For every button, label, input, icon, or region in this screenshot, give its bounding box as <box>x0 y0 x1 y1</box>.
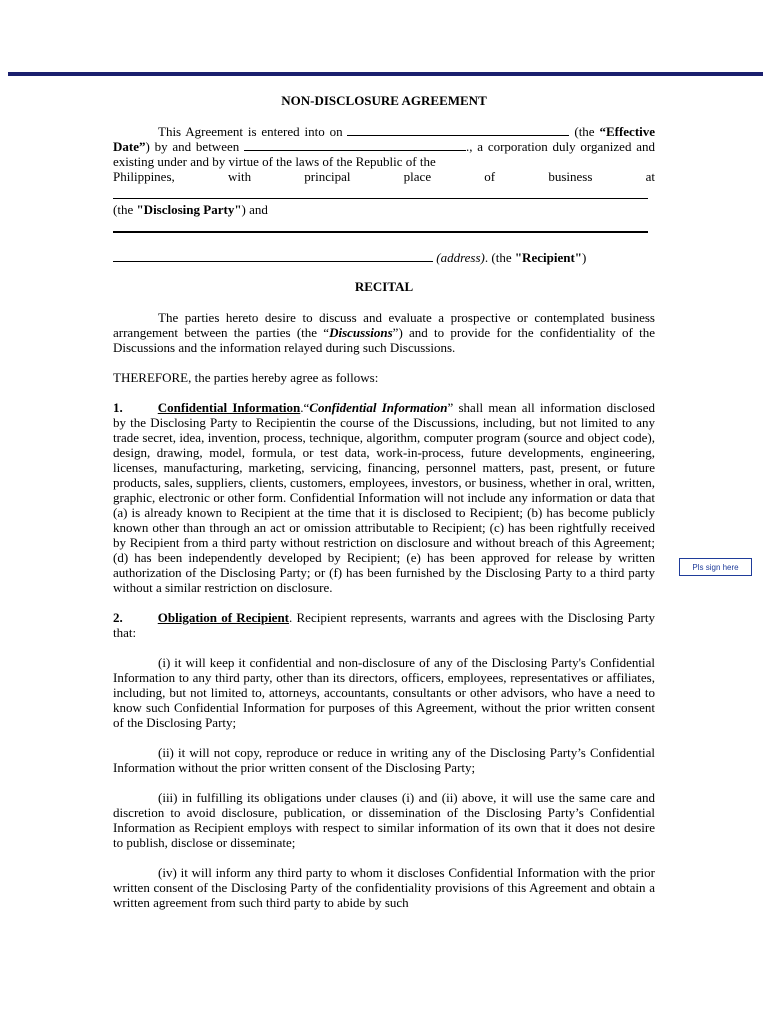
section-number: 1. <box>113 400 123 415</box>
clause-i: (i) it will keep it confidential and non-disclosure of any of the Disclosing Party's Confidential Information to any third party, other than its directors, officers, employees, representatives or affiliates, including, but not limited to, attorneys, accountants, consultants or other advisors, who have a need to know such Confidential Information for purposes of this Agreement, without the prior written consent of the Disclosing Party; <box>113 655 655 730</box>
sign-here-button[interactable]: Pls sign here <box>679 558 752 576</box>
text: ) and <box>241 202 268 217</box>
recipient-address-blank[interactable] <box>113 250 433 262</box>
word: place <box>403 169 432 184</box>
effective-date-term: “Effective Date” <box>113 124 656 154</box>
word: principal <box>304 169 351 184</box>
intro-text: duly organized and existing under and by virtue of the laws of the Republic of the <box>113 139 655 169</box>
company-name-blank[interactable] <box>244 139 466 151</box>
recital-paragraph <box>113 310 655 355</box>
defined-term: Confidential Information <box>309 400 448 415</box>
section-body: ” shall mean all information disclosed by the Disclosing Party to Recipientin the course of the Discussions, including, but not limited to any trade secret, idea, invention, process, technique, algorithm, computer program (source and object code), design, drawing, model, formula, or test data, work-in-process, future developments, engineering, licenses, manufacturing, marketing, servicing, financing, personnel matters, past, present, or future products, sales, suppliers, clients, customers, employees, investors, or business, whether in oral, written, graphic, electronic or other form. Confidential Information will not include any information or data that (a) is already known to Recipient at the time that it is disclosed to Recipient; (b) has become publicly known other than through an act or omission attributable to Recipient; (c) has been rightfully received by Recipient from a third party without restriction on disclosure and without breach of this Agreement; (d) has been independently developed by Recipient; (e) has been approved for release by written authorization of the Disclosing Party; or (f) has been furnished by the Disclosing Party to a third party without a similar restriction on disclosure. <box>113 400 656 595</box>
word: of <box>484 169 496 184</box>
agreement-document <box>113 93 655 910</box>
therefore-paragraph: THEREFORE, the parties hereby agree as follows: <box>113 370 379 385</box>
disclosing-party-line <box>113 202 655 217</box>
word: Philippines, <box>113 169 175 184</box>
text: .“ <box>300 400 310 415</box>
recital-text: The parties hereto desire to discuss and evaluate a prospective or contemplated business arrangement between the parties (the “ <box>113 310 655 340</box>
word: business <box>548 169 593 184</box>
place-of-business-line <box>113 169 655 184</box>
clause-iv: (iv) it will inform any third party to whom it discloses Confidential Information with the prior written consent of the Disclosing Party of the confidentiality provisions of this Agreement and obtain a written agreement from such third party to abide by such <box>113 865 655 910</box>
intro-text: This Agreement is entered into on <box>158 124 343 139</box>
intro-paragraph <box>113 124 655 169</box>
clause-iii: (iii) in fulfilling its obligations under clauses (i) and (ii) above, it will use the same care and discretion to avoid disclosure, publication, or dissemination of the Disclosing Party’s Confidential Information as Recipient employs with respect to similar information of its own that it does not desire to publish, disclose or disseminate; <box>113 790 655 850</box>
clause-ii: (ii) it will not copy, reproduce or reduce in writing any of the Disclosing Party’s Confidential Information without the prior written consent of the Disclosing Party; <box>113 745 655 775</box>
discussions-term: Discussions <box>329 325 393 340</box>
address-label: (address) <box>436 250 485 265</box>
section-heading: Obligation of Recipient <box>157 610 290 625</box>
recital-heading: RECITAL <box>354 279 414 294</box>
recipient-line <box>113 250 655 265</box>
text: ) <box>582 250 587 265</box>
top-rule <box>8 72 763 76</box>
effective-date-blank[interactable] <box>347 124 569 136</box>
disclosing-party-term: "Disclosing Party" <box>136 202 242 217</box>
recital-text: ”) and to provide for the confidentiality of the Discussions and the information relayed during such Discussions. <box>113 325 655 355</box>
section-1 <box>113 400 655 595</box>
address-blank-line[interactable] <box>113 186 648 199</box>
intro-text: ., a corporation <box>466 139 548 154</box>
text: (the <box>113 202 137 217</box>
word: at <box>645 169 655 184</box>
intro-text: (the <box>574 124 595 139</box>
section-number: 2. <box>113 610 123 625</box>
section-body: . Recipient represents, warrants and agrees with the Disclosing Party that: <box>113 610 655 640</box>
document-title: NON-DISCLOSURE AGREEMENT <box>281 93 487 108</box>
intro-text: ) by and between <box>145 139 240 154</box>
recipient-name-blank-line[interactable] <box>113 219 648 233</box>
text: . (the <box>484 250 515 265</box>
section-2 <box>113 610 655 640</box>
recipient-term: "Recipient" <box>514 250 582 265</box>
section-heading: Confidential Information <box>157 400 301 415</box>
word: with <box>227 169 252 184</box>
